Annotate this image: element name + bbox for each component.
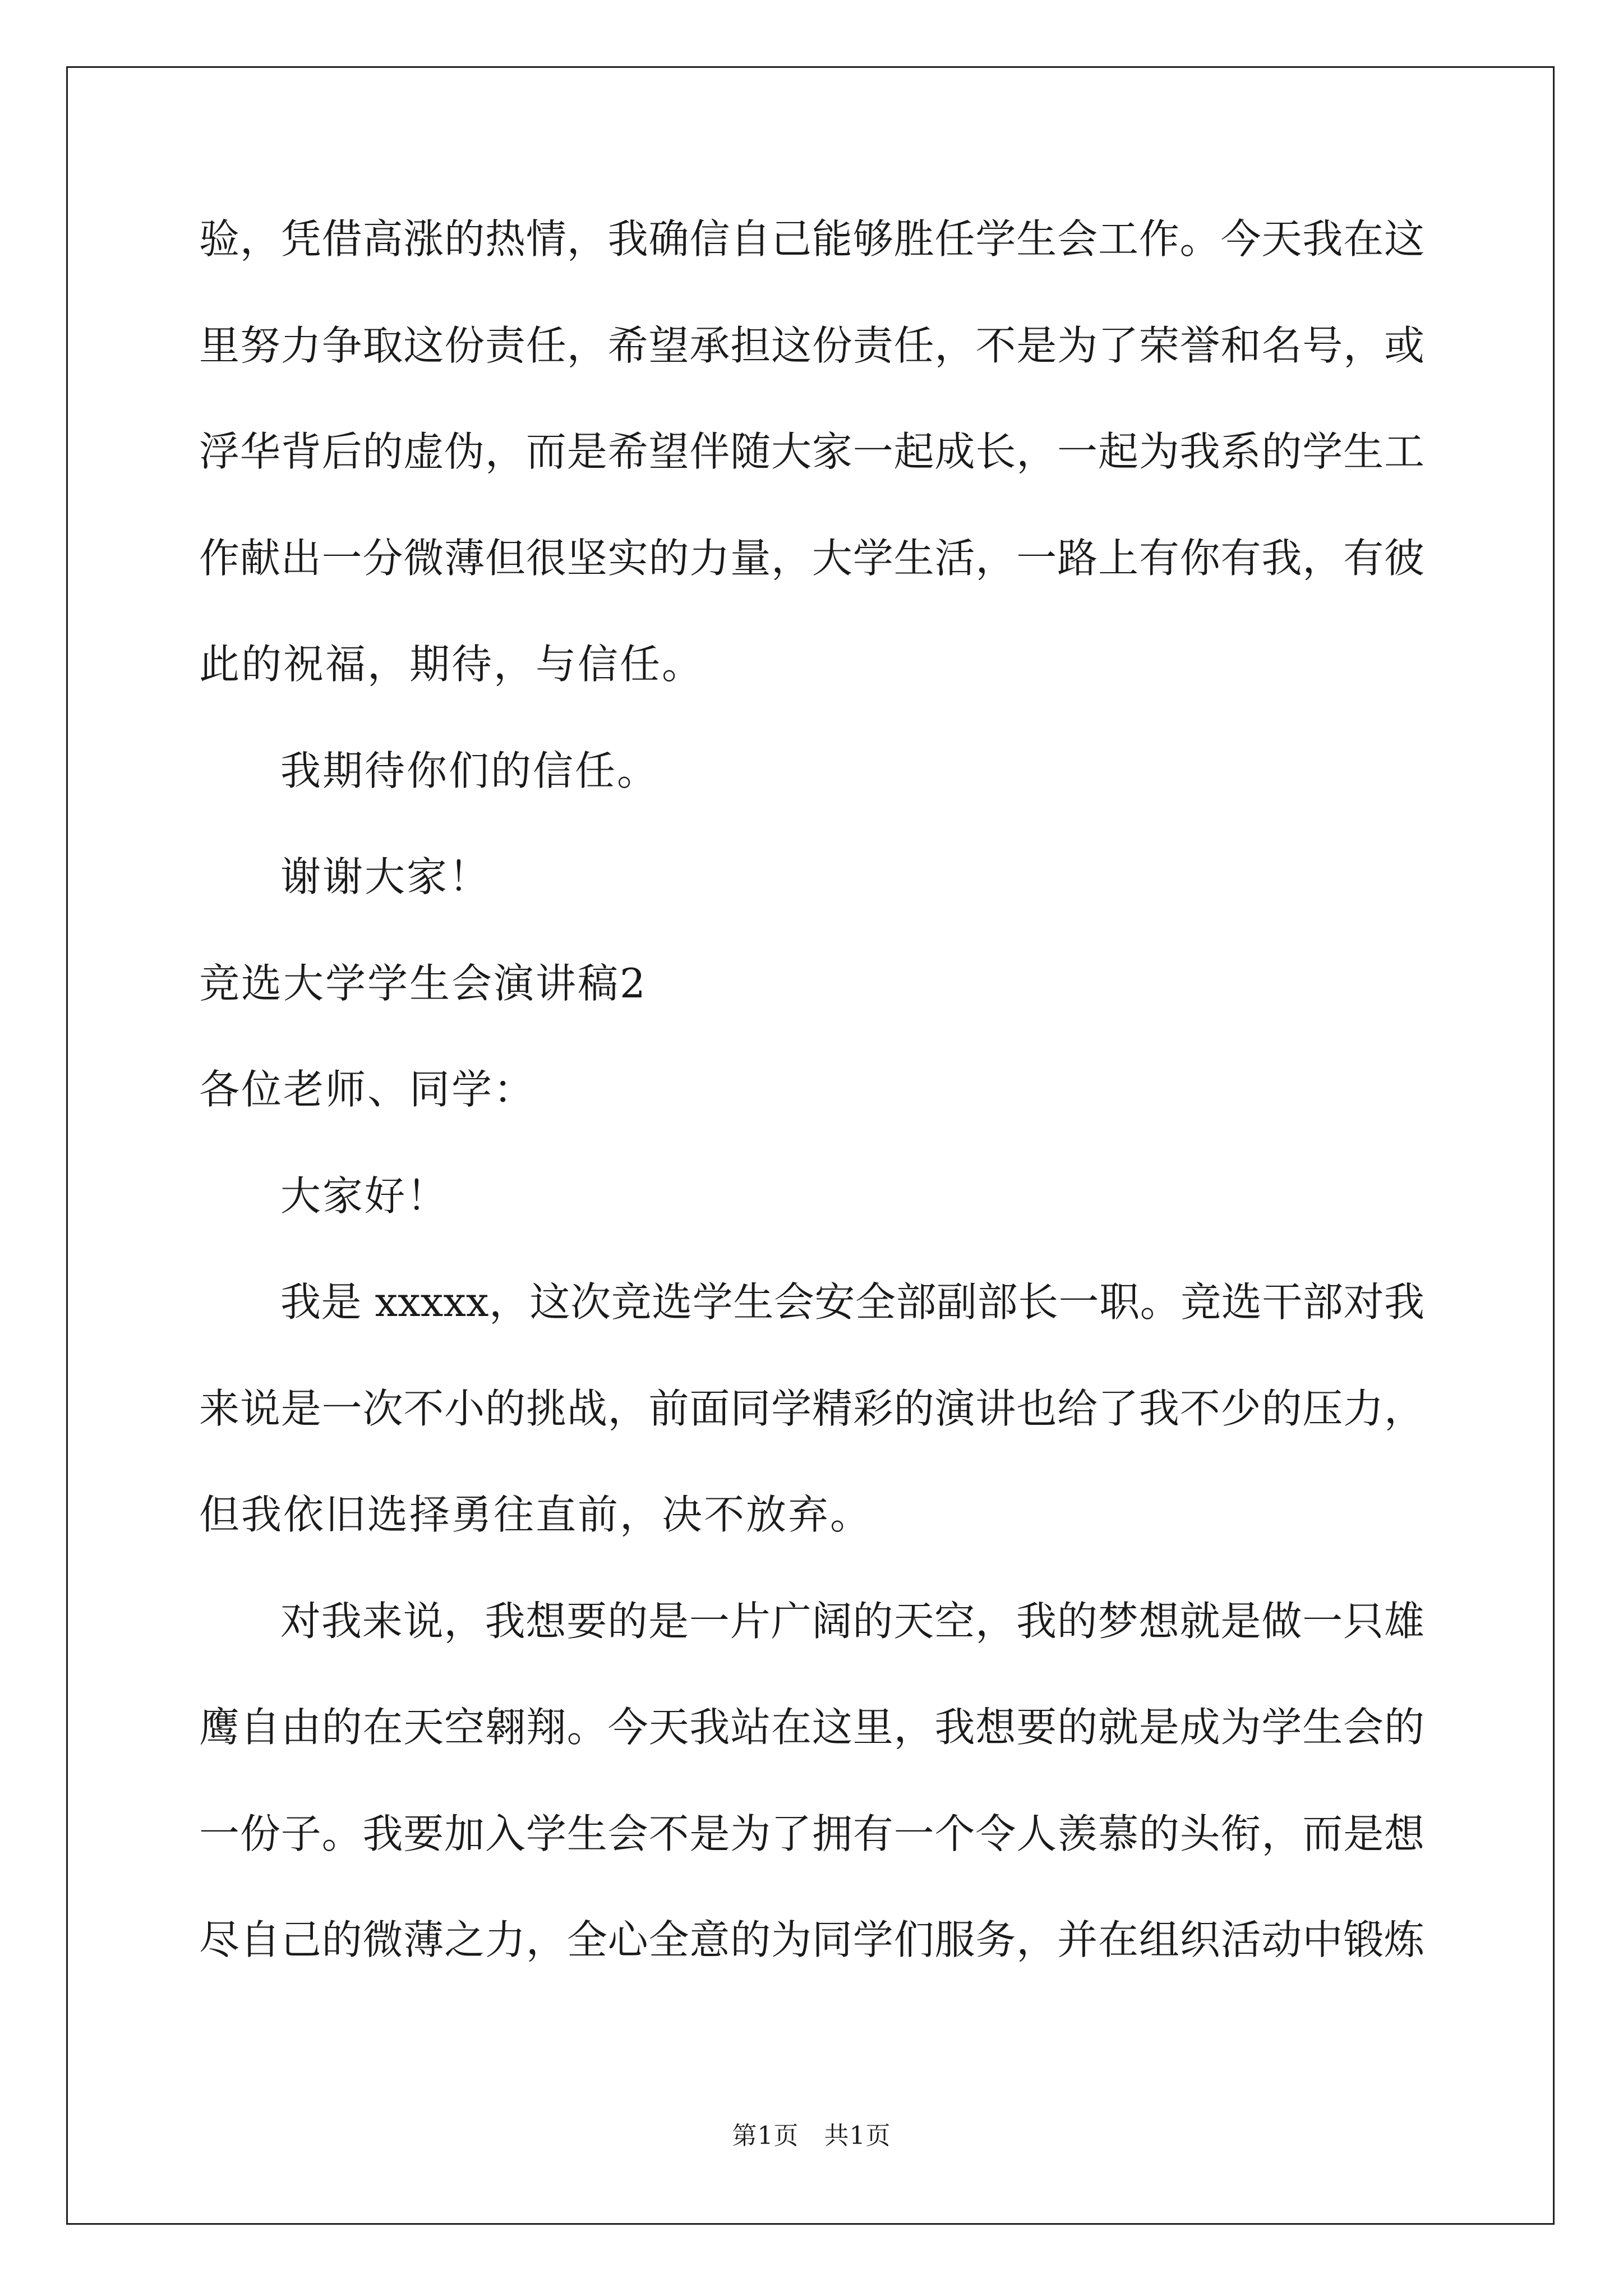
text-line: 验，凭借高涨的热情，我确信自己能够胜任学生会工作。今天我在这 (199, 215, 1424, 263)
paragraph-first-line: 大家好！ (280, 1172, 449, 1220)
text-line: 鹰自由的在天空翱翔。今天我站在这里，我想要的就是成为学生会的 (199, 1704, 1424, 1751)
text-line: 但我依旧选择勇往直前，决不放弃。 (199, 1491, 873, 1538)
text-line: 尽自己的微薄之力，全心全意的为同学们服务，并在组织活动中锻炼 (199, 1916, 1424, 1963)
text-line: 里努力争取这份责任，希望承担这份责任，不是为了荣誉和名号，或 (199, 321, 1424, 369)
salutation: 各位老师、同学： (199, 1066, 536, 1113)
document-body (199, 215, 1424, 2026)
text-line: 来说是一次不小的挑战，前面同学精彩的演讲也给了我不少的压力， (199, 1384, 1424, 1432)
text-line: 作献出一分微薄但很坚实的力量，大学生活，一路上有你有我，有彼 (199, 534, 1424, 582)
text-line: 一份子。我要加入学生会不是为了拥有一个令人羡慕的头衔，而是想 (199, 1810, 1424, 1857)
paragraph-first-line: 谢谢大家！ (280, 853, 491, 900)
page-footer: 第1页 共1页 (732, 2122, 891, 2150)
section-title: 竞选大学学生会演讲稿2 (199, 959, 647, 1007)
paragraph-first-line: 我期待你们的信任。 (280, 747, 660, 794)
paragraph-first-line: 我是 xxxxx，这次竞选学生会安全部副部长一职。竞选干部对我 (280, 1278, 1424, 1326)
paragraph-first-line: 对我来说，我想要的是一片广阔的天空，我的梦想就是做一只雄 (280, 1597, 1424, 1645)
text-line: 此的祝福，期待，与信任。 (199, 641, 704, 688)
text-line: 浮华背后的虚伪，而是希望伴随大家一起成长，一起为我系的学生工 (199, 428, 1424, 475)
